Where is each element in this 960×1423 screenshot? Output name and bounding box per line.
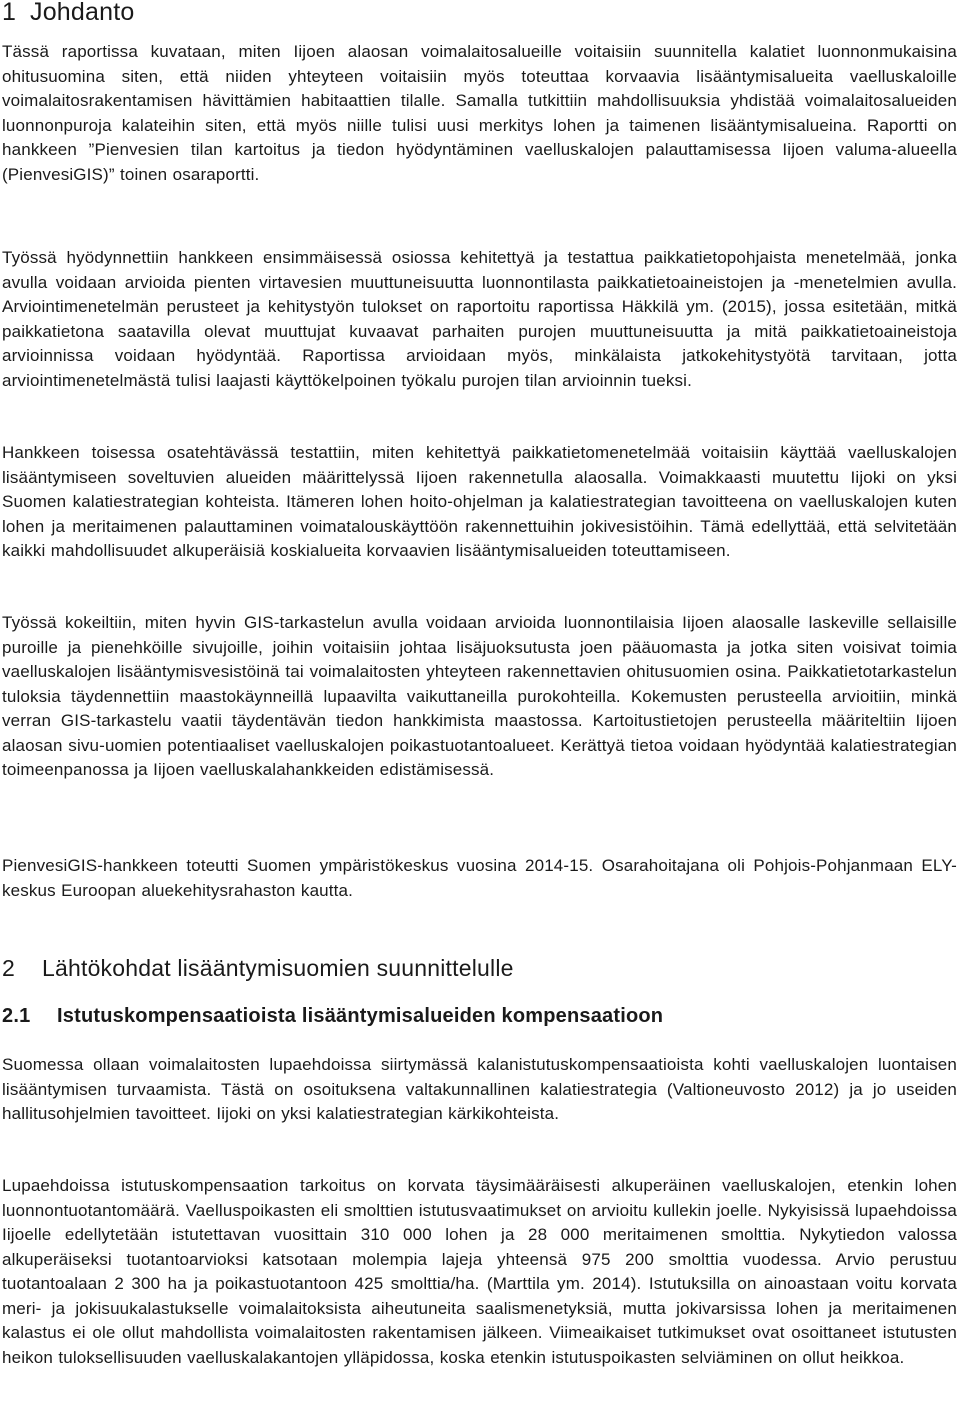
heading-number: 1 [2,0,17,26]
heading-lahtokohdat [2,953,957,983]
heading-johdanto [2,0,957,27]
heading-title: Johdanto [30,0,135,26]
heading-title: Lähtökohdat lisääntymisuomien suunnittelulle [42,955,514,981]
heading-number: 2 [2,955,15,981]
paragraph: PienvesiGIS-hankkeen toteutti Suomen ympäristökeskus vuosina 2014-15. Osarahoitajana oli Pohjois-Pohjanmaan ELY-keskus Euroopan aluekehitysrahaston kautta. [2,856,957,900]
heading-istutus [2,1002,957,1030]
paragraph: Tässä raportissa kuvataan, miten Iijoen alaosan voimalaitosalueille voitaisiin suunnitella kalatiet luonnonmukaisina ohitusuomina siten, että niiden yhteyteen voitaisiin myös toteuttaa korvaavia lisääntymisalueita vaelluskaloille voimalaitosrakentamisen hävittämien habitaattien tilalle. Samalla tutkittiin mahdollisuuksia yhdistää voimalaitosalueiden luonnonpuroja kalateihin siten, että myös niille tulisi uusi merkitys lohen ja taimenen lisääntymisalueina. Raportti on hankkeen ”Pienvesien tilan kartoitus ja tiedon hyödyntäminen vaelluskalojen palauttamisessa Iijoen valuma-alueella (PienvesiGIS)” toinen osaraportti. [2,42,957,184]
heading-title: Istutuskompensaatioista lisääntymisalueiden kompensaatioon [57,1005,664,1027]
heading-number: 2.1 [2,1005,31,1027]
paragraph: Suomessa ollaan voimalaitosten lupaehdoissa siirtymässä kalanistutuskompensaatioista kohti vaelluskalojen luontaisen lisääntymisen turvaamista. Tästä on osoituksena valtakunnallinen kalatiestrategia (Valtioneuvosto 2012) ja jo useiden hallitusohjelmien tavoitteet. Iijoki on yksi kalatiestrategian kärkikohteista. [2,1055,957,1123]
paragraph: Hankkeen toisessa osatehtävässä testattiin, miten kehitettyä paikkatietomenetelmää voitaisiin käyttää vaelluskalojen lisääntymiseen soveltuvien alueiden määrittelyssä Iijoen rakennetulla alaosalla. Voimakkaasti muutettu Iijoki on yksi Suomen kalatiestrategian kohteista. Itämeren lohen hoito-ohjelman ja kalatiestrategian tavoitteena on vaelluskalojen kuten lohen ja meritaimenen palauttaminen voimatalouskäyttöön rakennettuihin jokivesistöihin. Tämä edellyttää, että selvitetään kaikki mahdollisuudet alkuperäisiä koskialueita korvaavien lisääntymisalueiden toteuttamiseen. [2,443,957,560]
paragraph: Lupaehdoissa istutuskompensaation tarkoitus on korvata täysimääräisesti alkuperäinen vaelluskalojen, etenkin lohen luonnontuotantomäärä. Vaelluspoikasten eli smolttien istutusvaatimukset on arvioitu kullekin joelle. Nykyisissä lupaehdoissa Iijoelle edellytetään istutettavan vuosittain 310 000 lohen ja 28 000 meritaimenen smolttia. Nykytiedon valossa alkuperäiseksi tuotantoarvioksi katsotaan molempia lajeja yhteensä 975 200 smolttia vuodessa. Arvio perustuu tuotantoalaan 2 300 ha ja poikastuotantoon 425 smolttia/ha. (Marttila ym. 2014). Istutuksilla on ainoastaan voitu korvata meri- ja jokisuukalastukselle voimalaitoksista aiheutuneita saalismenetyksiä, mutta jokivarsissa lohen ja meritaimenen kalastus ei ole ollut mahdollista voimalaitosten rakentamisen jälkeen. Viimeaikaiset tutkimukset ovat osoittaneet istutusten heikon tuloksellisuuden vaelluskalakantojen ylläpidossa, koska etenkin istutuspoikasten selviäminen on ollut heikkoa. [2,1176,957,1367]
paragraph: Työssä hyödynnettiin hankkeen ensimmäisessä osiossa kehitettyä ja testattua paikkatietopohjaista menetelmää, jonka avulla voidaan arvioida pienten virtavesien muuttuneisuutta luonnontilasta paikkatietoaineistojen ja -menetelmien avulla. Arviointimenetelmän perusteet ja kehitystyön tulokset on raportoitu raportissa Häkkilä ym. (2015), jossa esitetään, mitkä paikkatietona saatavilla olevat muuttujat kuvaavat parhaiten purojen muuttuneisuutta ja mitä paikkatietoaineistoja arvioinnissa voidaan hyödyntää. Raportissa arvioidaan myös, minkälaista jatkokehitystyötä tarvitaan, jotta arviointimenetelmästä tulisi laajasti käyttökelpoinen työkalu purojen tilan arvioinnin tueksi. [2,248,957,390]
paragraph: Työssä kokeiltiin, miten hyvin GIS-tarkastelun avulla voidaan arvioida luonnontilaisia Iijoen alaosalle laskeville sellaisille puroille ja pienehköille sivujoille, joihin voitaisiin johtaa lisäjuoksutusta joen pääuomasta ja jotka siten voisivat toimia vaelluskalojen lisääntymisvesistöinä tai voimalaitosten yhteyteen rakennettavien ohitusuomien osina. Paikkatietotarkastelun tuloksia täydennettiin maastokäynneillä lupaavilta vaikuttaneilla purokohteilla. Kokemusten perusteella arvioitiin, minkä verran GIS-tarkastelu vaatii täydentävän tiedon hankkimista maastossa. Kartoitustietojen perusteella määriteltiin Iijoen alaosan sivu-uomien potentiaaliset vaelluskalojen poikastuotantoalueet. Kerättyä tietoa voidaan hyödyntää kalatiestrategian toimeenpanossa ja Iijoen vaelluskalahankkeiden edistämisessä. [2,613,957,779]
